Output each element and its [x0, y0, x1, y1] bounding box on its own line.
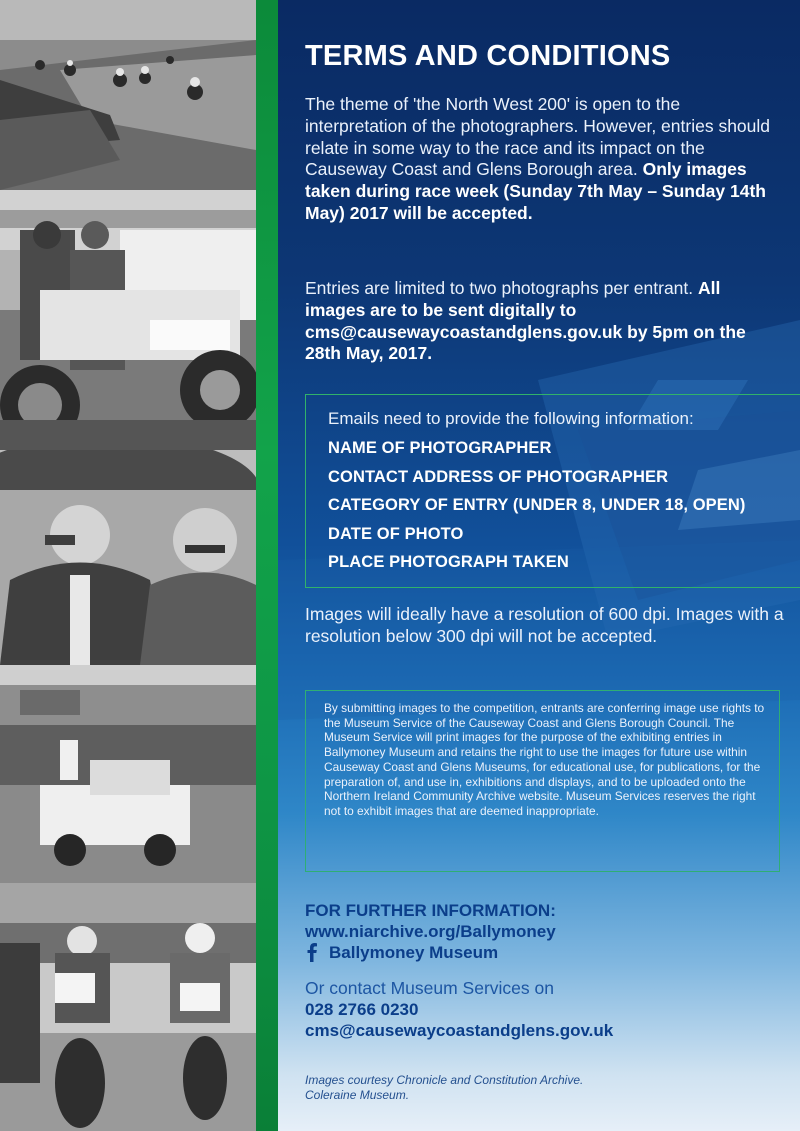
- photo-umbrella-men: [0, 450, 256, 665]
- green-stripe: [256, 0, 278, 1131]
- image-credits: [305, 1073, 583, 1103]
- terms-panel: [278, 0, 800, 1131]
- requirement-item: DATE OF PHOTO: [328, 524, 464, 543]
- further-info-heading: FOR FURTHER INFORMATION:: [305, 901, 556, 920]
- submission-deadline: All images are to be sent digitally to cms@causewaycoastandglens.gov.uk by 5pm on the 28th May, 2017.: [305, 278, 746, 364]
- resolution-paragraph: Images will ideally have a resolution of 600 dpi. Images with a resolution below 300 dpi will not be accepted.: [305, 604, 784, 646]
- website-link[interactable]: www.niarchive.org/Ballymoney: [305, 922, 556, 941]
- facebook-icon: [305, 943, 319, 962]
- photo-column: [0, 0, 256, 1131]
- theme-text: The theme of 'the North West 200' is open to the interpretation of the photographers. However, entries should relate in some way to the race and its impact on the Causeway Coast and Glens Borough area.: [305, 94, 771, 180]
- requirement-item: CATEGORY OF ENTRY (UNDER 8, UNDER 18, OPEN): [328, 496, 746, 514]
- contact-intro: Or contact Museum Services on: [305, 978, 554, 998]
- requirement-item: PLACE PHOTOGRAPH TAKEN: [328, 553, 569, 571]
- image-rights-text: By submitting images to the competition, entrants are conferring image use rights to the Museum Service of the Causeway Coast and Glens Borough Council. The Museum Service will print images for the purpose of the exhibiting entries in Ballymoney Museum and retains the right to use the images for future use within Causeway Coast and Glens Museums, for educational use, for publications, for the preparation of, and use in, exhibitions and displays, and to be uploaded onto the Northern Ireland Community Archive website. Museum Services reserves the right not to exhibit images that are deemed inappropriate.: [324, 701, 765, 818]
- credits-line: Images courtesy Chronicle and Constitution Archive.: [305, 1073, 584, 1087]
- requirement-item: CONTACT ADDRESS OF PHOTOGRAPHER: [328, 467, 669, 486]
- entries-text: Entries are limited to two photographs per entrant.: [305, 278, 694, 298]
- photo-jeep-crowd: [0, 665, 256, 883]
- email-requirements-box: [305, 394, 800, 588]
- contact-email[interactable]: cms@causewaycoastandglens.gov.uk: [305, 1021, 614, 1040]
- phone-number[interactable]: 028 2766 0230: [305, 1000, 419, 1019]
- race-week-notice: Only images taken during race week (Sunday 7th May – Sunday 14th May) 2017 will be accepted.: [305, 159, 766, 223]
- requirement-item: NAME OF PHOTOGRAPHER: [328, 439, 552, 457]
- further-information: [305, 900, 785, 1041]
- entries-paragraph: [305, 278, 775, 365]
- theme-paragraph: [305, 94, 775, 225]
- credits-line: Coleraine Museum.: [305, 1088, 410, 1102]
- image-rights-box: [305, 690, 780, 872]
- photo-race-road: [0, 0, 256, 190]
- facebook-label: Ballymoney Museum: [329, 943, 499, 962]
- facebook-link[interactable]: [305, 942, 785, 963]
- photo-starting-grid: [0, 883, 256, 1131]
- photo-paddock-bike: [0, 190, 256, 450]
- page-title: TERMS AND CONDITIONS: [305, 40, 671, 72]
- email-requirements-intro: Emails need to provide the following information:: [328, 409, 694, 428]
